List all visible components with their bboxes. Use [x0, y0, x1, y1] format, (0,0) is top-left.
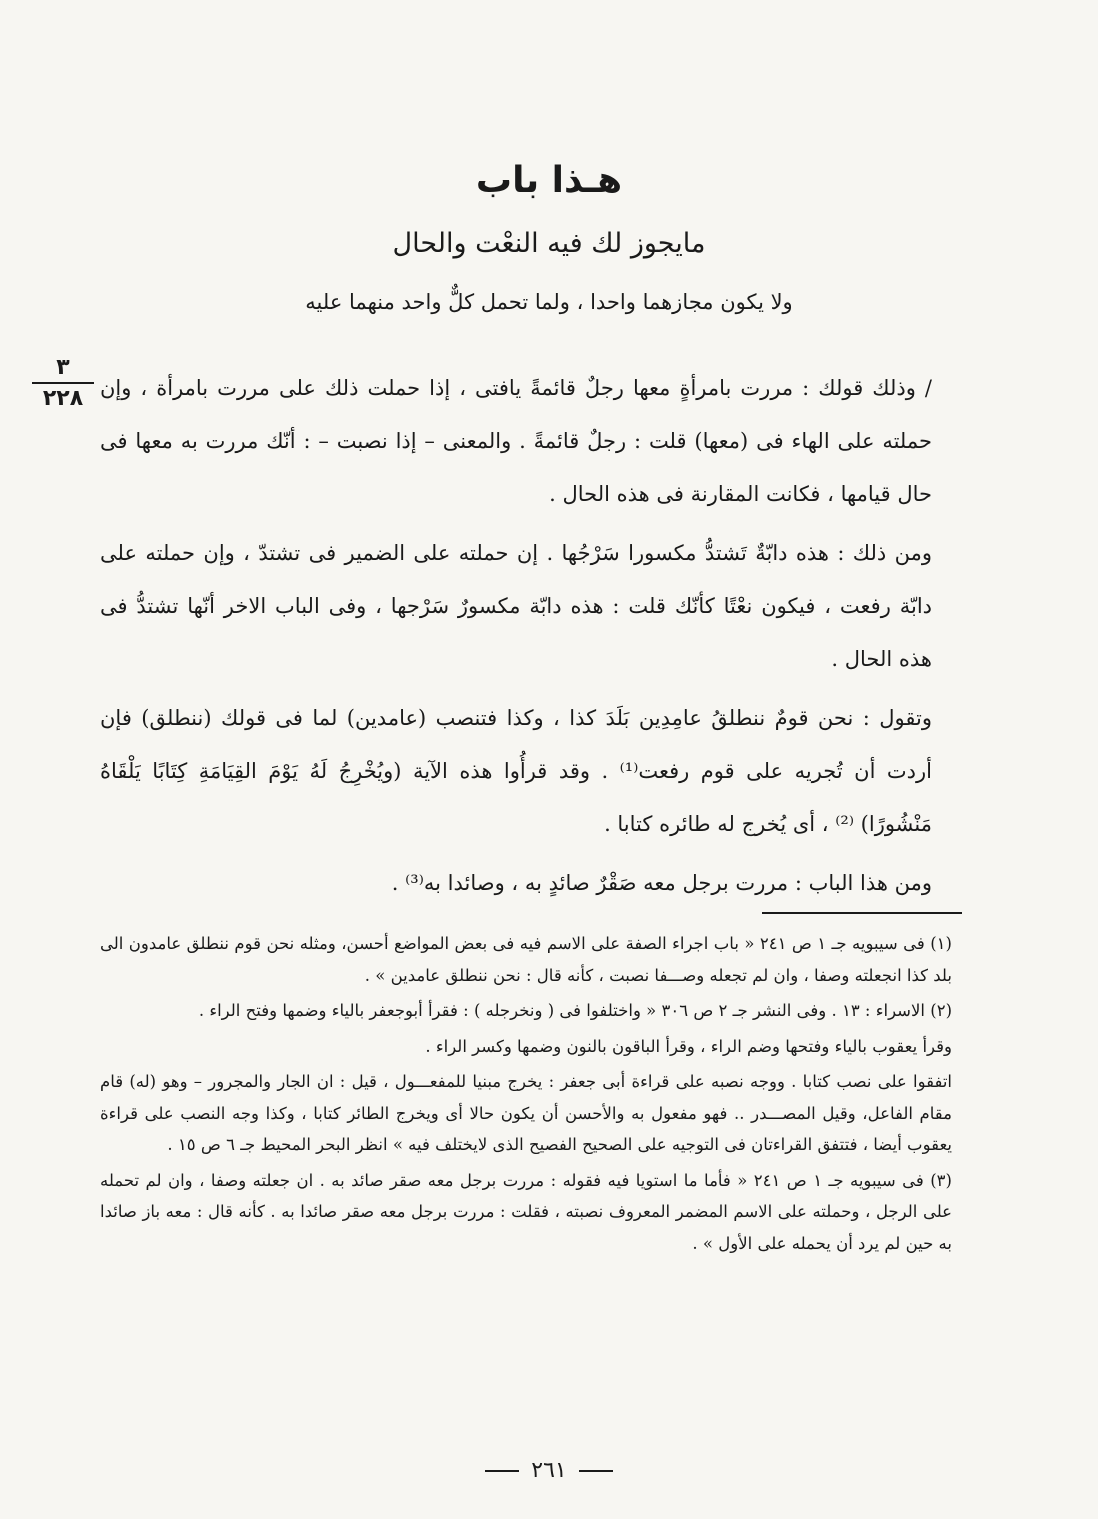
page-number-text: ٢٦١	[531, 1458, 567, 1483]
page-number	[0, 1458, 1098, 1483]
body-paragraph: / وذلك قولك : مررت بامرأةٍ معها رجلٌ قائمةً يافتى ، إذا حملت ذلك على مررت بامرأة ، وإن حملته على الهاء فى (معها) قلت : رجلٌ قائمةً . والمعنى – إذا نصبت – : أنّك مررت به معها فى حال قيامها ، فكانت المقارنة فى هذه الحال .	[100, 376, 932, 506]
body-paragraph: ومن ذلك : هذه دابّةٌ تَشتدُّ مكسورا سَرْجُها . إن حملته على الضمير فى تشتدّ ، وإن حملته على دابّة رفعت ، فيكون نعْتًا كأنّك قلت : هذه دابّة مكسورٌ سَرْجها ، وفى الباب الاخر أنّها تشتدُّ فى هذه الحال .	[100, 541, 932, 671]
body-paragraph: وتقول : نحن قومٌ ننطلقُ عامِدِين بَلَدَ كذا ، وكذا فتنصب (عامدين) لما فى قولك (ننطلق) فإن أردت أن تُجريه على قوم رفعت⁽¹⁾ . وقد قرأُوا هذه الآية (ويُخْرِجُ لَهُ يَوْمَ القِيَامَةِ كِتَابًا يَلْقَاهُ مَنْشُورًا) ⁽²⁾ ، أى يُخرج له طائره كتابا .	[100, 706, 932, 836]
chapter-title: هـذا باب	[475, 160, 623, 201]
main-text	[100, 362, 932, 916]
margin-reference	[32, 355, 94, 411]
footnote: (٢) الاسراء : ١٣ . وفى النشر جـ ٢ ص ٣٠٦ « واختلفوا فى ( ونخرجله ) : فقرأ أبوجعفر بالياء وضمها وفتح الراء .	[198, 1001, 952, 1020]
footnote-continuation: اتفقوا على نصب كتابا . ووجه نصبه على قراءة أبى جعفر : يخرج مبنيا للمفعـــول ، قيل : ان الجار والمجرور – وهو (له) قام مقام الفاعل، وقيل المصـــدر .. فهو مفعول به والأحسن أن يكون حالا أى ويخرج الطائر كتابا ، وكذا وجه النصب على قراءة يعقوب أيضا ، فتتفق القراءتان فى التوجيه على الصحيح الفصيح الذى لايختلف فيه » انظر البحر المحيط جـ ٦ ص ١٥ .	[100, 1072, 952, 1154]
footnotes	[100, 928, 952, 1263]
chapter-subtitle: مايجوز لك فيه النعْت والحال	[392, 228, 706, 259]
body-paragraph: ومن هذا الباب : مررت برجل معه صَقْرٌ صائدٍ به ، وصائدا به⁽³⁾ .	[391, 871, 932, 895]
footnote: (١) فى سيبويه جـ ١ ص ٢٤١ « باب اجراء الصفة على الاسم فيه فى بعض المواضع أحسن، ومثله نحن قوم ننطلق عامدون الى بلد كذا انجعلته وصفا ، وان لم تجعله وصـــفا نصبت ، كأنه قال : نحن ننطلق عامدين » .	[100, 934, 952, 985]
folio-dash-right	[579, 1470, 613, 1472]
footnote: (٣) فى سيبويه جـ ١ ص ٢٤١ « فأما ما استويا فيه فقوله : مررت برجل معه صقر صائد به . ان جعلته وصفا ، وان لم تحمله على الرجل ، وحملته على الاسم المضمر المعروف نصبته ، فقلت : مررت برجل معه صقر صائدا به . كأنه قال : معه باز صائدا به حين لم يرد أن يحمله على الأول » .	[100, 1170, 952, 1253]
margin-reference-bottom: ٢٢٨	[42, 386, 84, 411]
folio-dash-left	[485, 1470, 519, 1472]
margin-reference-top: ٣	[32, 355, 94, 384]
footnote-continuation: وقرأ يعقوب بالياء وفتحها وضم الراء ، وقرأ الباقون بالنون وضمها وكسر الراء .	[425, 1036, 952, 1056]
footnote-separator	[762, 912, 962, 914]
chapter-subheading: ولا يكون مجازهما واحدا ، ولما تحمل كلٌّ واحد منهما عليه	[305, 290, 793, 314]
